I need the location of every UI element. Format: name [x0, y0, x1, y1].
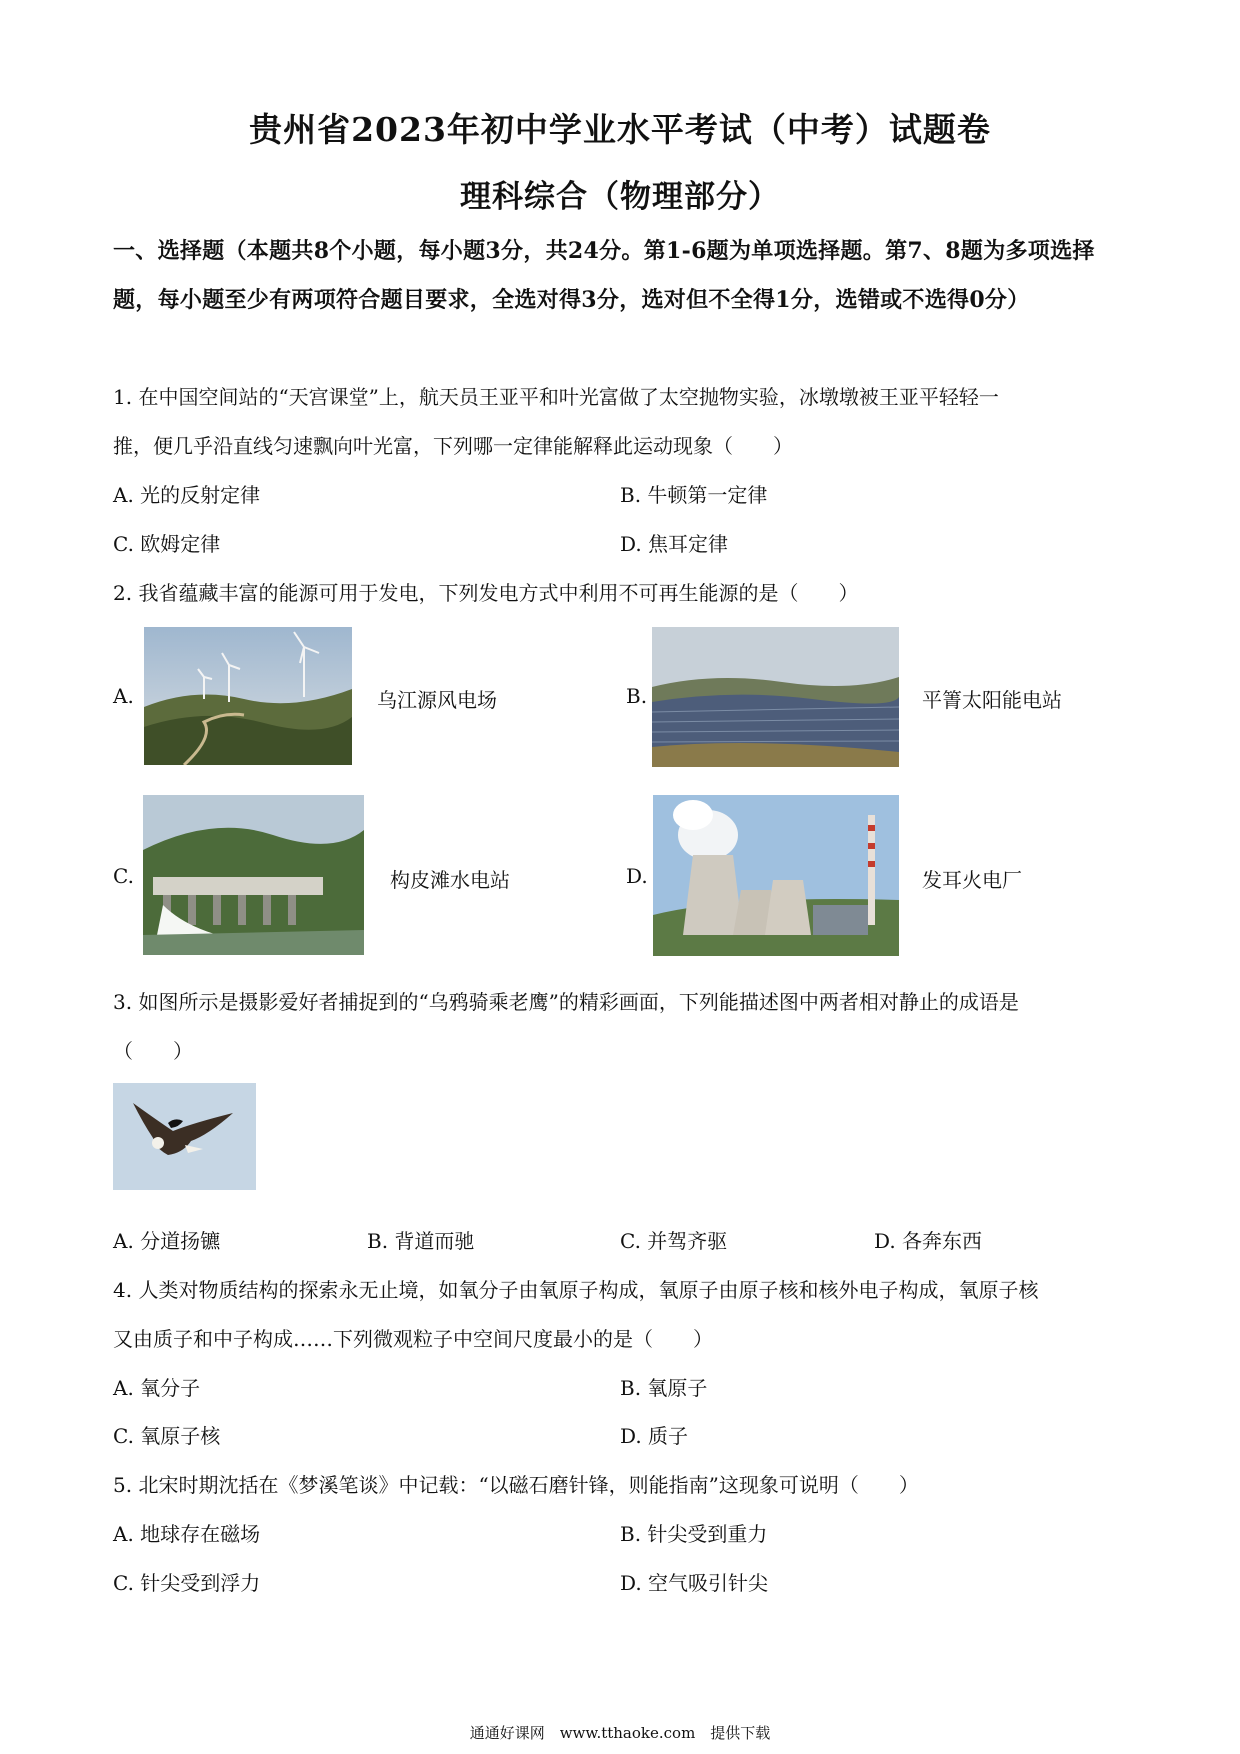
exam-subtitle: 理科综合（物理部分）	[460, 179, 780, 215]
q1-option-c: C. 欧姆定律	[113, 532, 221, 556]
q2-option-a-letter: A.	[113, 684, 134, 708]
q4-option-b: B. 氧原子	[620, 1376, 708, 1400]
q5-option-b: B. 针尖受到重力	[620, 1522, 768, 1546]
q4-option-d: D. 质子	[620, 1424, 689, 1448]
q2-option-d-letter: D.	[626, 864, 648, 888]
q2-stem: 2. 我省蕴藏丰富的能源可用于发电，下列发电方式中利用不可再生能源的是（ ）	[113, 581, 859, 605]
q1-option-a: A. 光的反射定律	[113, 483, 261, 507]
q1-stem-line1: 1. 在中国空间站的“天宫课堂”上，航天员王亚平和叶光富做了太空抛物实验，冰墩墩被王亚平轻轻一	[113, 385, 999, 409]
footer-source: 通通好课网 www.tthaoke.com 提供下载	[469, 1724, 771, 1742]
q5-option-d: D. 空气吸引针尖	[620, 1571, 769, 1595]
q3-option-c: C. 并驾齐驱	[620, 1229, 728, 1253]
q5-option-c: C. 针尖受到浮力	[113, 1571, 261, 1595]
q3-stem-line2: （ ）	[113, 1039, 193, 1063]
q1-option-d: D. 焦耳定律	[620, 532, 729, 556]
q2-option-a-caption: 乌江源风电场	[377, 688, 497, 712]
hydro-station-photo	[143, 795, 364, 955]
wind-farm-photo	[144, 627, 352, 765]
q2-option-c-letter: C.	[113, 864, 134, 888]
q3-option-d: D. 各奔东西	[874, 1229, 983, 1253]
exam-title: 贵州省2023年初中学业水平考试（中考）试题卷	[249, 110, 991, 149]
solar-station-photo	[652, 627, 899, 767]
q3-stem-line1: 3. 如图所示是摄影爱好者捕捉到的“乌鸦骑乘老鹰”的精彩画面，下列能描述图中两者相对静止的成语是	[113, 990, 1019, 1014]
section-heading: 一、选择题（本题共8个小题，每小题3分，共24分。第1-6题为单项选择题。第7、8题为多项选择题，每小题至少有两项符合题目要求，全选对得3分，选对但不全得1分，选错或不选得0分）	[113, 238, 1095, 313]
crow-riding-eagle-photo	[113, 1083, 256, 1190]
q3-option-b: B. 背道而驰	[367, 1229, 475, 1253]
q3-option-a: A. 分道扬镳	[113, 1229, 221, 1253]
q2-option-c-caption: 构皮滩水电站	[390, 868, 510, 892]
thermal-power-plant-photo	[653, 795, 899, 956]
q4-stem-line2: 又由质子和中子构成……下列微观粒子中空间尺度最小的是（ ）	[113, 1327, 713, 1351]
q5-option-a: A. 地球存在磁场	[113, 1522, 261, 1546]
q1-stem-line2: 推，便几乎沿直线匀速飘向叶光富，下列哪一定律能解释此运动现象（ ）	[113, 434, 793, 458]
q2-option-b-caption: 平箐太阳能电站	[922, 688, 1062, 712]
q5-stem: 5. 北宋时期沈括在《梦溪笔谈》中记载：“以磁石磨针锋，则能指南”这现象可说明（ ）	[113, 1473, 919, 1497]
q4-option-c: C. 氧原子核	[113, 1424, 221, 1448]
q2-option-b-letter: B.	[626, 684, 648, 708]
q4-option-a: A. 氧分子	[113, 1376, 201, 1400]
q4-stem-line1: 4. 人类对物质结构的探索永无止境，如氧分子由氧原子构成，氧原子由原子核和核外电子构成，氧原子核	[113, 1278, 1039, 1302]
q1-option-b: B. 牛顿第一定律	[620, 483, 768, 507]
q2-option-d-caption: 发耳火电厂	[922, 868, 1022, 892]
